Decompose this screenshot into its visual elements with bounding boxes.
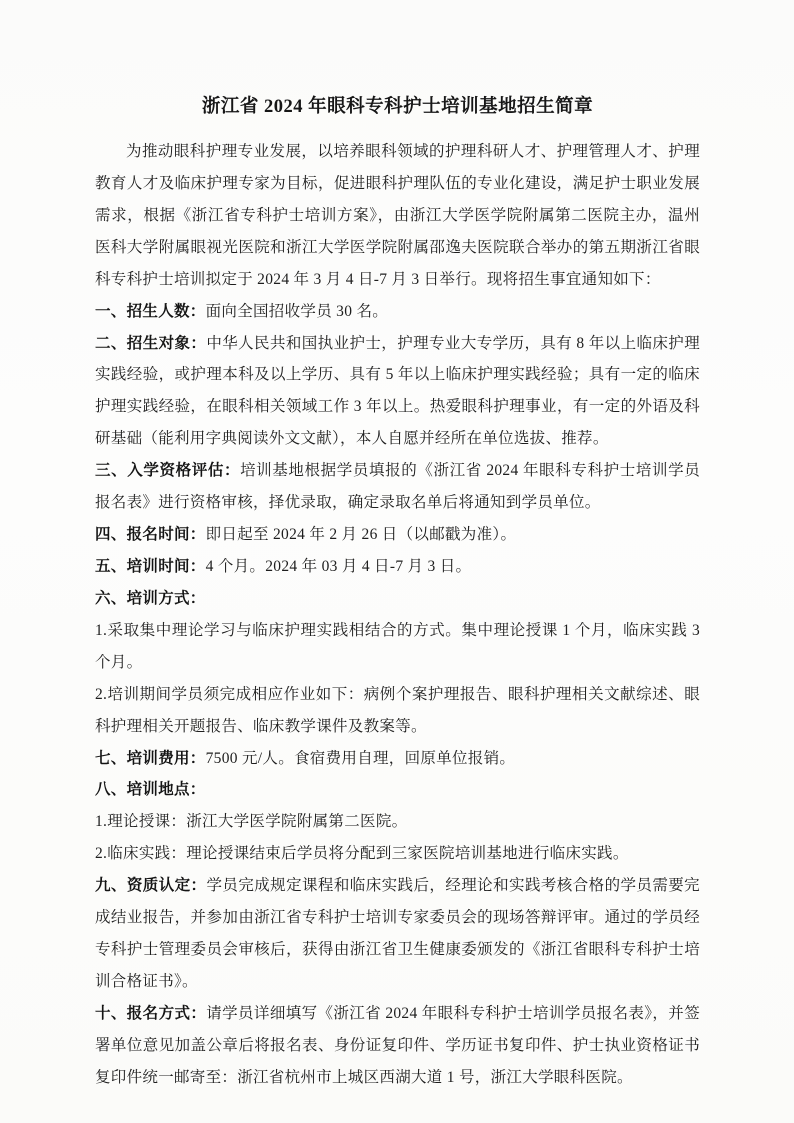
section-qualification-assessment-label: 三、入学资格评估： [95, 462, 241, 480]
section-training-fee-text: 7500 元/人。食宿费用自理，回原单位报销。 [205, 749, 516, 767]
training-location-item-1: 1.理论授课：浙江大学医学院附属第二医院。 [95, 813, 408, 831]
section-target-applicants-label: 二、招生对象： [95, 334, 207, 352]
section-registration-time-label: 四、报名时间： [95, 526, 206, 544]
section-registration-method [95, 998, 700, 1094]
training-method-item-1: 1.采取集中理论学习与临床护理实践相结合的方式。集中理论授课 1 个月，临床实践 3 个月。 [95, 621, 700, 671]
section-training-location-label: 八、培训地点： [95, 781, 206, 799]
section-qualification-certification-text: 学员完成规定课程和临床实践后，经理论和实践考核合格的学员需要完成结业报告，并参加由浙江省专科护士培训专家委员会的现场答辩评审。通过的学员经专科护士管理委员会审核后，获得由浙江省卫生健康委颁发的《浙江省眼科专科护士培训合格证书》。 [95, 877, 700, 990]
section-registration-time-text: 即日起至 2024 年 2 月 26 日（以邮戳为准）。 [205, 526, 517, 544]
section-target-applicants [95, 328, 700, 456]
section-training-fee-label: 七、培训费用： [95, 749, 206, 767]
section-registration-time [95, 519, 700, 551]
section-qualification-certification-label: 九、资质认定： [95, 877, 207, 895]
section-target-applicants-text: 中华人民共和国执业护士，护理专业大专学历，具有 8 年以上临床护理实践经验，或护理本科及以上学历、具有 5 年以上临床护理实践经验；具有一定的临床护理实践经验，在眼科相关领域工作 3 年以上。热爱眼科护理事业，有一定的外语及科研基础（能利用字典阅读外文文献），本人自愿并经所在单位选拔、推荐。 [95, 334, 700, 448]
section-registration-method-text: 请学员详细填写《浙江省 2024 年眼科专科护士培训学员报名表》，并签署单位意见加盖公章后将报名表、身份证复印件、学历证书复印件、护士执业资格证书复印件统一邮寄至：浙江省杭州市上城区西湖大道 1 号，浙江大学眼科医院。 [95, 1004, 700, 1086]
document-title: 浙江省 2024 年眼科专科护士培训基地招生简章 [201, 97, 594, 117]
section-qualification-assessment [95, 455, 700, 519]
section-qualification-assessment-text: 培训基地根据学员填报的《浙江省 2024 年眼科专科护士培训学员报名表》进行资格审核，择优录取，确定录取名单后将通知到学员单位。 [95, 462, 700, 512]
section-qualification-certification [95, 870, 700, 998]
section-enrollment-number-text: 面向全国招收学员 30 名。 [205, 302, 389, 320]
training-method-item-2: 2.培训期间学员须完成相应作业如下：病例个案护理报告、眼科护理相关文献综述、眼科护理相关开题报告、临床教学课件及教案等。 [95, 685, 700, 735]
section-training-time [95, 551, 700, 583]
section-training-method-label: 六、培训方式： [95, 589, 206, 607]
section-training-location [95, 774, 700, 806]
section-registration-method-label: 十、报名方式： [95, 1004, 207, 1022]
training-location-item-2: 2.临床实践：理论授课结束后学员将分配到三家医院培训基地进行临床实践。 [95, 845, 629, 863]
section-enrollment-number [95, 296, 700, 328]
section-enrollment-number-label: 一、招生人数： [95, 302, 206, 320]
section-training-time-text: 4 个月。2024 年 03 月 4 日-7 月 3 日。 [205, 557, 472, 575]
section-training-fee [95, 743, 700, 775]
intro-paragraph: 为推动眼科护理专业发展，以培养眼科领域的护理科研人才、护理管理人才、护理教育人才及临床护理专家为目标，促进眼科护理队伍的专业化建设，满足护士职业发展需求，根据《浙江省专科护士培训方案》，由浙江大学医学院附属第二医院主办，温州医科大学附属眼视光医院和浙江大学医学院附属邵逸夫医院联合举办的第五期浙江省眼科专科护士培训拟定于 2024 年 3 月 4 日-7 月 3 日举行。现将招生事宜通知如下： [95, 143, 700, 288]
section-training-method [95, 583, 700, 615]
section-training-time-label: 五、培训时间： [95, 557, 206, 575]
